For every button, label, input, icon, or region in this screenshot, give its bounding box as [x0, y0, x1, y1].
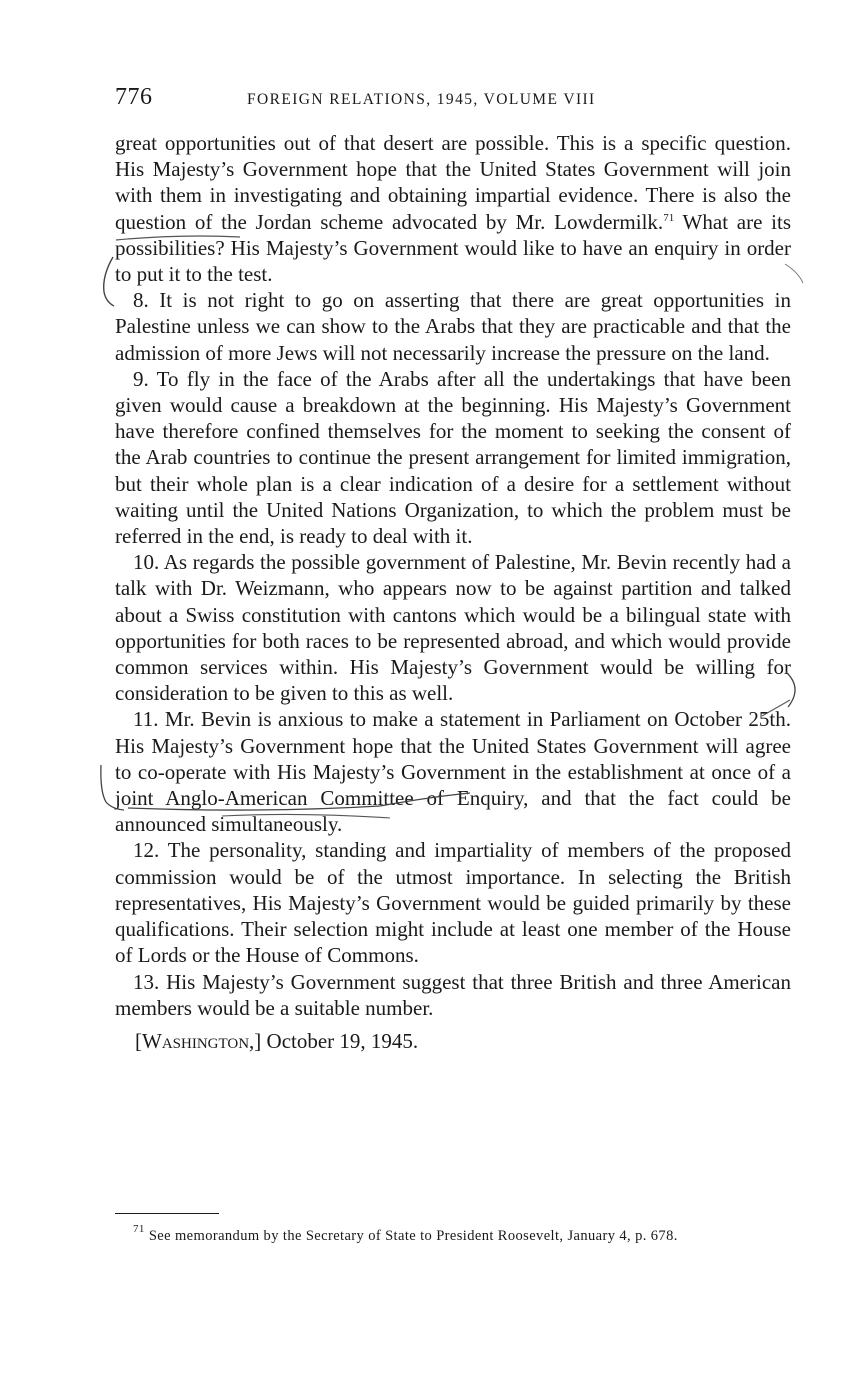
paragraph-12: 12. The personality, standing and impartiality of members of the proposed commission would be of the utmost importance. In selecting the British representatives, His Majesty’s Government would be guided primarily by these qualifications. Their selection might include at least one member of the House of Lords or the House of Commons. — [115, 838, 791, 968]
paragraph-continued-tail: What are its possibilities? His Majesty’s Government would like to have an enquiry in order to put it to the test. — [115, 209, 792, 287]
running-head — [115, 84, 791, 114]
paragraph-continued — [115, 130, 791, 287]
dateline-date: October 19, 1945. — [261, 1028, 419, 1053]
dateline-place: [Washington,] — [135, 1028, 262, 1053]
footnote-number: 71 — [133, 1223, 145, 1235]
paragraph-10: 10. As regards the possible government of Palestine, Mr. Bevin recently had a talk with Dr. Weizmann, who appears now to be against partition and talked about a Swiss constitution with cantons which would be a bilingual state with opportunities for both races to be represented abroad, and which would provide common services within. His Majesty’s Government would be willing for consideration to be given to this as well. — [115, 550, 791, 706]
paragraph-11: 11. Mr. Bevin is anxious to make a statement in Parliament on October 25th. His Majesty’s Government hope that the United States Government will agree to co-operate with His Majesty’s Government in the establishment at once of a joint Anglo-American Committee of Enquiry, and that the fact could be announced simultaneously. — [115, 707, 791, 837]
paragraph-13: 13. His Majesty’s Government suggest that three British and three American members would be a suitable number. — [115, 969, 791, 1020]
margin-bracket-mark-1 — [104, 257, 114, 306]
dateline — [115, 1028, 791, 1054]
footnote — [115, 1223, 791, 1245]
footnote-text: See memorandum by the Secretary of State to President Roosevelt, January 4, p. 678. — [144, 1228, 678, 1244]
body-text — [115, 130, 791, 1054]
page-number: 776 — [115, 84, 153, 110]
paragraph-8: 8. It is not right to go on asserting that there are great opportunities in Palestine unless we can show to the Arabs that they are practicable and that the admission of more Jews will not necessarily increase the pressure on the land. — [115, 288, 791, 365]
paragraph-9: 9. To fly in the face of the Arabs after all the undertakings that have been given would cause a breakdown at the beginning. His Majesty’s Government have therefore confined themselves for the moment to seeking the consent of the Arab countries to continue the present arrangement for limited immigration, but their whole plan is a clear indication of a desire for a settlement without waiting until the United Nations Organization, to which the problem must be referred in the end, is ready to deal with it. — [115, 366, 791, 549]
paragraph-continued-text: great opportunities out of that desert are possible. This is a specific question. His Majesty’s Government hope that the United States Government will join with them in investigating and obtaining impartial evidence. There is also the question of the Jordan scheme advocated by Mr. Lowdermilk. — [115, 131, 791, 234]
footnote-divider — [115, 1213, 219, 1214]
running-title: FOREIGN RELATIONS, 1945, VOLUME VIII — [247, 91, 596, 108]
footnote-reference: 71 — [663, 211, 675, 224]
